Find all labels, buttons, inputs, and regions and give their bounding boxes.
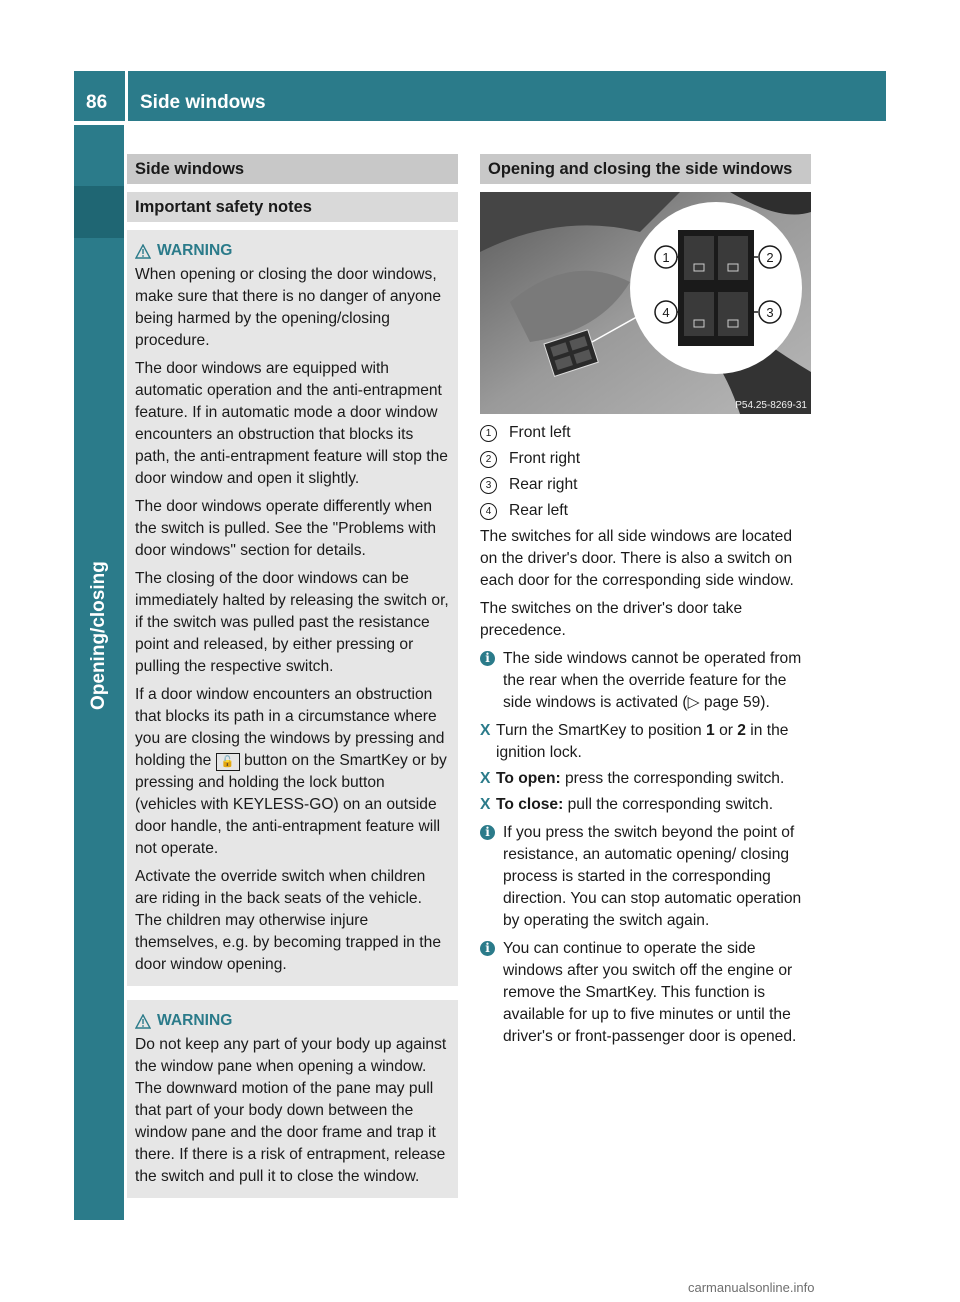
text-span: or bbox=[714, 722, 738, 739]
warning-paragraph: The closing of the door windows can be immediately halted by releasing the switch or, if the switch was pulled past the resistance point and released, by either pressing or pulling the respective switch. bbox=[135, 570, 449, 675]
info-icon: i bbox=[480, 825, 495, 840]
text-span: If a door window encounters an obstruction that blocks its path in a circumstance where you are closing the windows by pressing and holding the bbox=[135, 686, 445, 769]
warning-heading bbox=[135, 1010, 450, 1032]
text-span: Turn the SmartKey to position bbox=[496, 722, 707, 739]
callout-2 bbox=[759, 246, 781, 268]
page-number: 86 bbox=[86, 92, 108, 113]
body-paragraph: The switches on the driver's door take precedence. bbox=[480, 600, 743, 639]
instruction-step bbox=[480, 794, 811, 816]
legend-item bbox=[480, 422, 811, 444]
callout-1 bbox=[655, 246, 677, 268]
warning-box bbox=[127, 230, 458, 986]
section-title: Side windows bbox=[127, 154, 458, 184]
header-divider bbox=[125, 71, 128, 121]
step-arrow-icon: X bbox=[480, 796, 491, 813]
info-icon: i bbox=[480, 651, 495, 666]
legend-label: Rear left bbox=[509, 502, 568, 519]
info-note bbox=[480, 648, 811, 714]
text-span: To open: bbox=[496, 770, 561, 787]
section-title: Opening and closing the side windows bbox=[480, 154, 811, 184]
info-text: If you press the switch beyond the point of resistance, an automatic opening/ closing process is started in the corresponding direction. You can stop automatic operation by operating the switch again. bbox=[503, 824, 802, 929]
instruction-step bbox=[480, 768, 811, 790]
legend-list bbox=[480, 422, 811, 522]
body-paragraph: The switches for all side windows are located on the driver's door. There is also a switch on each door for the corresponding side window. bbox=[480, 528, 794, 589]
legend-number: 1 bbox=[480, 425, 497, 442]
image-code: P54.25-8269-31 bbox=[735, 400, 807, 411]
step-text bbox=[496, 720, 811, 764]
text-span: 2 bbox=[737, 722, 746, 739]
callout-4 bbox=[655, 301, 677, 323]
text-span: 1 bbox=[706, 722, 715, 739]
info-icon: i bbox=[480, 941, 495, 956]
door-panel-image bbox=[480, 192, 811, 414]
text-span: press the corresponding switch. bbox=[560, 770, 785, 787]
warning-paragraph: When opening or closing the door windows, make sure that there is no danger of anyone being harmed by the opening/closing procedure. bbox=[135, 266, 442, 349]
warning-paragraph bbox=[135, 684, 450, 860]
watermark: carmanualsonline.info bbox=[688, 1280, 815, 1295]
text-span: To close: bbox=[496, 796, 564, 813]
instruction-step bbox=[480, 720, 811, 764]
page-title: Side windows bbox=[140, 92, 266, 113]
legend-item bbox=[480, 500, 811, 522]
legend-number: 3 bbox=[480, 477, 497, 494]
side-tab-marker bbox=[74, 186, 124, 238]
warning-title: WARNING bbox=[157, 242, 233, 259]
warning-triangle-icon bbox=[135, 244, 151, 259]
info-note bbox=[480, 938, 811, 1048]
step-text bbox=[496, 794, 773, 816]
callout-2-label: 2 bbox=[766, 250, 774, 265]
legend-label: Front right bbox=[509, 450, 581, 467]
unlock-icon: 🔓 bbox=[216, 753, 240, 771]
right-column bbox=[480, 154, 811, 1054]
step-text bbox=[496, 768, 784, 790]
info-text: The side windows cannot be operated from the rear when the override feature for the side windows is activated (▷ page 59). bbox=[503, 650, 802, 711]
subsection-title: Important safety notes bbox=[127, 192, 458, 222]
callout-3 bbox=[759, 301, 781, 323]
callout-4-label: 4 bbox=[662, 305, 670, 320]
info-text: You can continue to operate the side windows after you switch off the engine or remove the SmartKey. This function is available for up to five minutes or until the driver's or front-passenger door is opened. bbox=[503, 940, 797, 1045]
legend-item bbox=[480, 474, 811, 496]
warning-heading bbox=[135, 240, 450, 262]
callout-1-label: 1 bbox=[662, 250, 670, 265]
warning-paragraph: The door windows are equipped with automatic operation and the anti-entrapment feature. If in automatic mode a door window encounters an obstruction that blocks its path, the anti-entrapment feature will stop the door window and open it slightly. bbox=[135, 360, 448, 487]
step-arrow-icon: X bbox=[480, 722, 491, 739]
callout-3-label: 3 bbox=[766, 305, 774, 320]
text-span: button on the SmartKey or by pressing and holding the lock button (vehicles with KEYLESS-GO) on an outside door handle, the anti-entrapment feature will not operate. bbox=[135, 752, 447, 857]
legend-number: 2 bbox=[480, 451, 497, 468]
chapter-label: Opening/closing bbox=[88, 561, 109, 710]
text-span: in the ignition lock. bbox=[496, 722, 789, 761]
window-switch-illustration bbox=[480, 192, 811, 414]
legend-item bbox=[480, 448, 811, 470]
warning-box bbox=[127, 1000, 458, 1198]
warning-paragraph: Do not keep any part of your body up against the window pane when opening a window. The downward motion of the pane may pull that part of your body down between the window pane and the door frame and trap it there. If there is a risk of entrapment, release the switch and pull it to close the window. bbox=[135, 1036, 447, 1185]
text-span: pull the corresponding switch. bbox=[563, 796, 774, 813]
legend-label: Front left bbox=[509, 424, 571, 441]
legend-number: 4 bbox=[480, 503, 497, 520]
legend-label: Rear right bbox=[509, 476, 578, 493]
warning-paragraph: The door windows operate differently when the switch is pulled. See the "Problems with door windows" section for details. bbox=[135, 498, 437, 559]
left-column bbox=[127, 154, 458, 1198]
warning-triangle-icon bbox=[135, 1014, 151, 1029]
step-arrow-icon: X bbox=[480, 770, 491, 787]
info-note bbox=[480, 822, 811, 932]
warning-paragraph: Activate the override switch when children are riding in the back seats of the vehicle. The children may otherwise injure themselves, e.g. by becoming trapped in the door window opening. bbox=[135, 868, 441, 973]
warning-title: WARNING bbox=[157, 1012, 233, 1029]
